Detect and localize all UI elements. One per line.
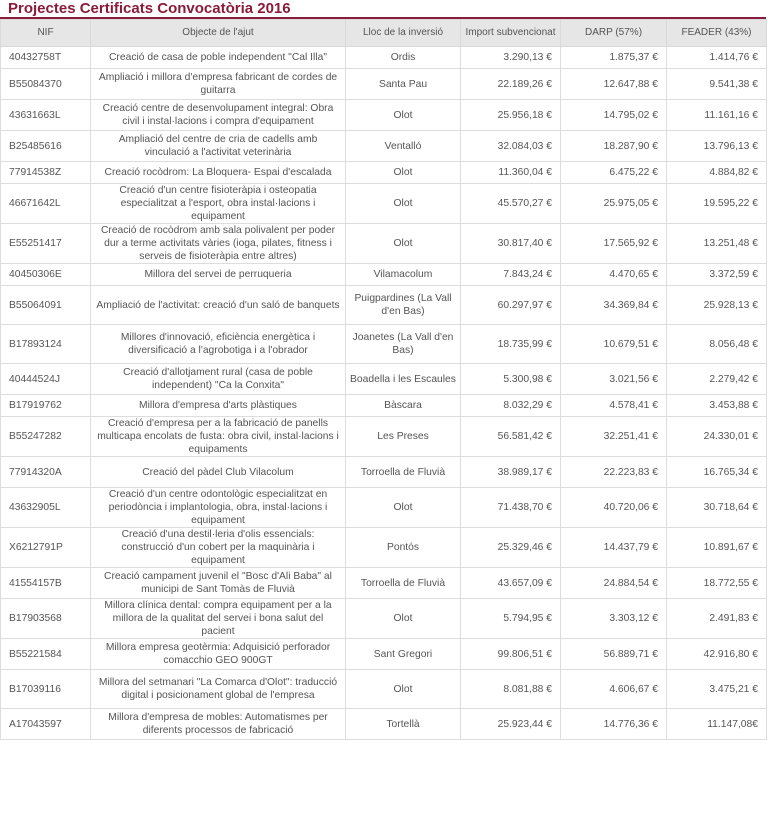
cell-lloc: Olot — [346, 224, 461, 264]
cell-feader: 30.718,64 € — [667, 488, 767, 528]
column-header-darp: DARP (57%) — [561, 20, 667, 47]
cell-import: 3.290,13 € — [461, 47, 561, 69]
cell-darp: 6.475,22 € — [561, 162, 667, 184]
cell-nif: X6212791P — [1, 528, 91, 568]
cell-lloc: Santa Pau — [346, 69, 461, 100]
cell-lloc: Torroella de Fluvià — [346, 568, 461, 599]
cell-feader: 1.414,76 € — [667, 47, 767, 69]
cell-feader: 3.372,59 € — [667, 264, 767, 286]
cell-import: 32.084,03 € — [461, 131, 561, 162]
cell-import: 11.360,04 € — [461, 162, 561, 184]
column-header-import: Import subvencionat — [461, 20, 561, 47]
table-row — [1, 417, 767, 457]
cell-import: 8.081,88 € — [461, 670, 561, 709]
cell-import: 25.956,18 € — [461, 100, 561, 131]
cell-feader: 11.147,08€ — [667, 709, 767, 740]
table-row — [1, 639, 767, 670]
table-row — [1, 47, 767, 69]
cell-feader: 3.475,21 € — [667, 670, 767, 709]
table-row — [1, 488, 767, 528]
cell-objecte: Ampliació del centre de cria de cadells amb vinculació a l'activitat veterinària — [91, 131, 346, 162]
cell-darp: 14.776,36 € — [561, 709, 667, 740]
cell-objecte: Creació rocòdrom: La Bloquera- Espai d'escalada — [91, 162, 346, 184]
cell-feader: 16.765,34 € — [667, 457, 767, 488]
cell-lloc: Boadella i les Escaules — [346, 364, 461, 395]
cell-nif: 40432758T — [1, 47, 91, 69]
table-row — [1, 709, 767, 740]
cell-objecte: Ampliació de l'activitat: creació d'un saló de banquets — [91, 286, 346, 325]
cell-darp: 32.251,41 € — [561, 417, 667, 457]
cell-feader: 2.279,42 € — [667, 364, 767, 395]
cell-import: 30.817,40 € — [461, 224, 561, 264]
cell-import: 5.794,95 € — [461, 599, 561, 639]
cell-objecte: Creació d'un centre odontològic especialitzat en periodòncia i implantologia, obra, instal·lacions i equipament — [91, 488, 346, 528]
cell-darp: 4.606,67 € — [561, 670, 667, 709]
cell-feader: 9.541,38 € — [667, 69, 767, 100]
cell-objecte: Millora d'empresa de mobles: Automatismes per diferents processos de fabricació — [91, 709, 346, 740]
column-header-objecte: Objecte de l'ajut — [91, 20, 346, 47]
cell-nif: 46671642L — [1, 184, 91, 224]
cell-nif: 43631663L — [1, 100, 91, 131]
cell-nif: 77914320A — [1, 457, 91, 488]
table-row — [1, 100, 767, 131]
cell-lloc: Olot — [346, 488, 461, 528]
cell-import: 5.300,98 € — [461, 364, 561, 395]
cell-import: 38.989,17 € — [461, 457, 561, 488]
table-row — [1, 131, 767, 162]
cell-objecte: Ampliació i millora d'empresa fabricant de cordes de guitarra — [91, 69, 346, 100]
cell-nif: E55251417 — [1, 224, 91, 264]
cell-lloc: Olot — [346, 599, 461, 639]
cell-darp: 56.889,71 € — [561, 639, 667, 670]
table-row — [1, 184, 767, 224]
cell-import: 22.189,26 € — [461, 69, 561, 100]
table-row — [1, 325, 767, 364]
column-header-lloc: Lloc de la inversió — [346, 20, 461, 47]
cell-objecte: Millora del servei de perruqueria — [91, 264, 346, 286]
cell-darp: 3.021,56 € — [561, 364, 667, 395]
cell-nif: B17893124 — [1, 325, 91, 364]
cell-import: 56.581,42 € — [461, 417, 561, 457]
table-row — [1, 568, 767, 599]
table-row — [1, 599, 767, 639]
cell-feader: 19.595,22 € — [667, 184, 767, 224]
cell-objecte: Creació del pàdel Club Vilacolum — [91, 457, 346, 488]
table-row — [1, 670, 767, 709]
cell-feader: 8.056,48 € — [667, 325, 767, 364]
table-body — [1, 47, 767, 740]
table-row — [1, 264, 767, 286]
cell-lloc: Olot — [346, 670, 461, 709]
cell-feader: 13.796,13 € — [667, 131, 767, 162]
cell-import: 60.297,97 € — [461, 286, 561, 325]
cell-darp: 22.223,83 € — [561, 457, 667, 488]
cell-feader: 2.491,83 € — [667, 599, 767, 639]
column-header-feader: FEADER (43%) — [667, 20, 767, 47]
cell-darp: 17.565,92 € — [561, 224, 667, 264]
cell-lloc: Puigpardines (La Vall d'en Bas) — [346, 286, 461, 325]
cell-darp: 25.975,05 € — [561, 184, 667, 224]
cell-import: 8.032,29 € — [461, 395, 561, 417]
cell-lloc: Les Preses — [346, 417, 461, 457]
cell-import: 7.843,24 € — [461, 264, 561, 286]
cell-feader: 11.161,16 € — [667, 100, 767, 131]
cell-nif: B25485616 — [1, 131, 91, 162]
cell-lloc: Torroella de Fluvià — [346, 457, 461, 488]
cell-nif: 40450306E — [1, 264, 91, 286]
table-row — [1, 364, 767, 395]
projects-table — [0, 19, 767, 740]
cell-feader: 10.891,67 € — [667, 528, 767, 568]
column-header-nif: NIF — [1, 20, 91, 47]
cell-import: 99.806,51 € — [461, 639, 561, 670]
cell-lloc: Olot — [346, 184, 461, 224]
cell-objecte: Creació centre de desenvolupament integral: Obra civil i instal·lacions i compra d'equipament — [91, 100, 346, 131]
cell-import: 25.923,44 € — [461, 709, 561, 740]
cell-objecte: Creació d'una destil·leria d'olis essencials: construcció d'un cobert per la maquinària i equipament — [91, 528, 346, 568]
cell-nif: B17039116 — [1, 670, 91, 709]
cell-nif: 40444524J — [1, 364, 91, 395]
cell-lloc: Vilamacolum — [346, 264, 461, 286]
cell-darp: 40.720,06 € — [561, 488, 667, 528]
cell-darp: 4.470,65 € — [561, 264, 667, 286]
table-row — [1, 528, 767, 568]
cell-nif: A17043597 — [1, 709, 91, 740]
cell-darp: 4.578,41 € — [561, 395, 667, 417]
cell-nif: 41554157B — [1, 568, 91, 599]
cell-lloc: Tortellà — [346, 709, 461, 740]
cell-import: 18.735,99 € — [461, 325, 561, 364]
cell-objecte: Creació d'empresa per a la fabricació de panells multicapa encolats de fusta: obra civil, instal·lacions i equipaments — [91, 417, 346, 457]
cell-objecte: Creació d'allotjament rural (casa de poble independent) "Ca la Conxita" — [91, 364, 346, 395]
cell-nif: B55247282 — [1, 417, 91, 457]
cell-darp: 14.795,02 € — [561, 100, 667, 131]
table-row — [1, 286, 767, 325]
cell-lloc: Ordis — [346, 47, 461, 69]
page-title: Projectes Certificats Convocatòria 2016 — [8, 0, 291, 17]
cell-darp: 18.287,90 € — [561, 131, 667, 162]
table-header-row — [1, 20, 767, 47]
table-row — [1, 69, 767, 100]
table-row — [1, 457, 767, 488]
cell-feader: 3.453,88 € — [667, 395, 767, 417]
cell-darp: 3.303,12 € — [561, 599, 667, 639]
cell-darp: 1.875,37 € — [561, 47, 667, 69]
cell-import: 45.570,27 € — [461, 184, 561, 224]
cell-lloc: Joanetes (La Vall d'en Bas) — [346, 325, 461, 364]
cell-nif: 43632905L — [1, 488, 91, 528]
cell-objecte: Millora empresa geotèrmia: Adquisició perforador comacchio GEO 900GT — [91, 639, 346, 670]
cell-feader: 13.251,48 € — [667, 224, 767, 264]
cell-objecte: Creació campament juvenil el "Bosc d'Ali Baba" al municipi de Sant Tomàs de Fluvià — [91, 568, 346, 599]
cell-darp: 10.679,51 € — [561, 325, 667, 364]
table-row — [1, 224, 767, 264]
cell-objecte: Creació d'un centre fisioteràpia i osteopatia especialitzat a l'esport, obra instal·lacions i equipament — [91, 184, 346, 224]
cell-objecte: Millores d'innovació, eficiència energètica i diversificació a l'agrobotiga i a l'obrador — [91, 325, 346, 364]
cell-darp: 12.647,88 € — [561, 69, 667, 100]
cell-lloc: Sant Gregori — [346, 639, 461, 670]
cell-objecte: Millora del setmanari "La Comarca d'Olot": traducció digital i posicionament global de l'empresa — [91, 670, 346, 709]
cell-objecte: Creació de rocòdrom amb sala polivalent per poder dur a terme activitats vàries (ioga, pilates, fitness i serveis de fisioteràpia entre altres) — [91, 224, 346, 264]
cell-nif: B55064091 — [1, 286, 91, 325]
cell-import: 25.329,46 € — [461, 528, 561, 568]
cell-import: 43.657,09 € — [461, 568, 561, 599]
cell-feader: 4.884,82 € — [667, 162, 767, 184]
cell-nif: B55221584 — [1, 639, 91, 670]
cell-feader: 25.928,13 € — [667, 286, 767, 325]
cell-objecte: Millora d'empresa d'arts plàstiques — [91, 395, 346, 417]
table-row — [1, 162, 767, 184]
cell-objecte: Creació de casa de poble independent "Cal Illa" — [91, 47, 346, 69]
cell-feader: 18.772,55 € — [667, 568, 767, 599]
cell-nif: B55084370 — [1, 69, 91, 100]
cell-nif: 77914538Z — [1, 162, 91, 184]
cell-lloc: Olot — [346, 100, 461, 131]
cell-nif: B17903568 — [1, 599, 91, 639]
cell-feader: 42.916,80 € — [667, 639, 767, 670]
cell-lloc: Pontós — [346, 528, 461, 568]
cell-lloc: Olot — [346, 162, 461, 184]
cell-darp: 24.884,54 € — [561, 568, 667, 599]
cell-darp: 34.369,84 € — [561, 286, 667, 325]
cell-lloc: Bàscara — [346, 395, 461, 417]
cell-objecte: Millora clínica dental: compra equipament per a la millora de la qualitat del servei i bona salut del pacient — [91, 599, 346, 639]
cell-darp: 14.437,79 € — [561, 528, 667, 568]
cell-lloc: Ventalló — [346, 131, 461, 162]
cell-import: 71.438,70 € — [461, 488, 561, 528]
cell-feader: 24.330,01 € — [667, 417, 767, 457]
cell-nif: B17919762 — [1, 395, 91, 417]
table-row — [1, 395, 767, 417]
